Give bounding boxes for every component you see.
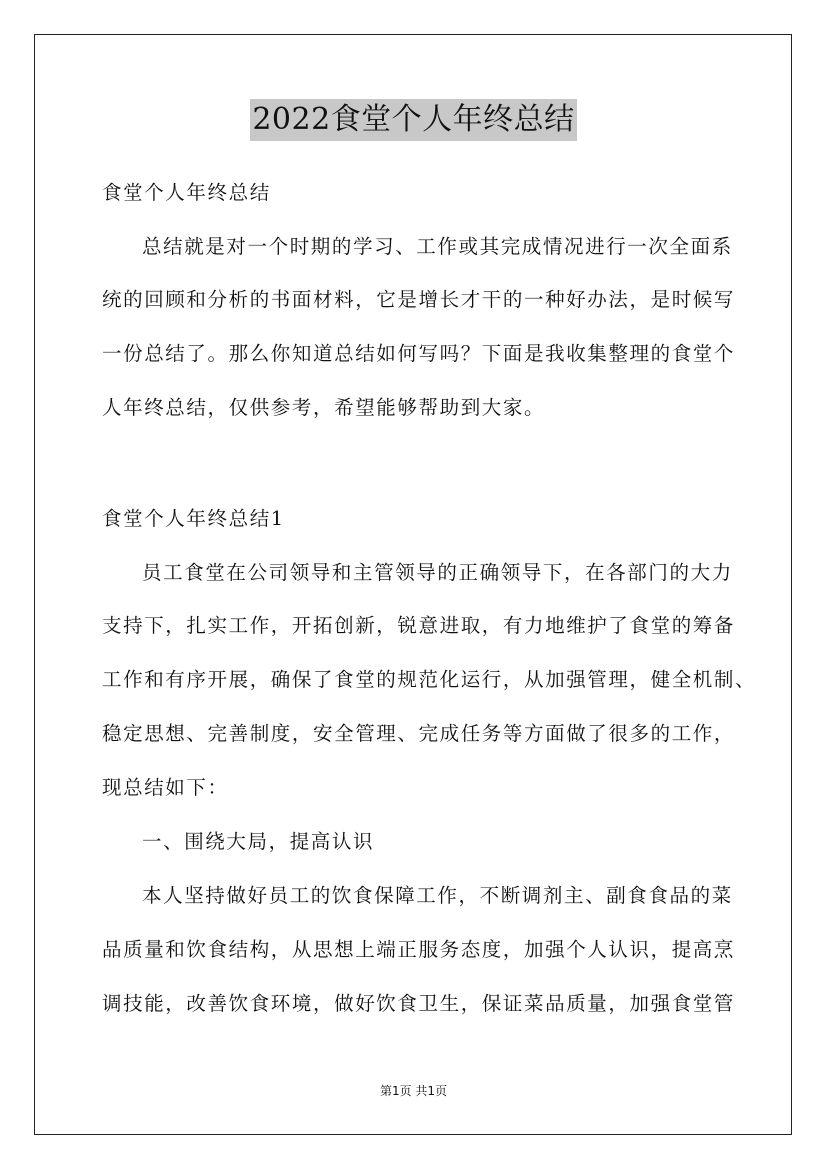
intro-line-1: 总结就是对一个时期的学习、工作或其完成情况进行一次全面系 xyxy=(142,235,733,258)
document-title: 2022食堂个人年终总结 xyxy=(250,99,576,141)
intro-line-2: 统的回顾和分析的书面材料，它是增长才干的一种好办法，是时候写 xyxy=(102,288,736,311)
section-1-heading: 一、围绕大局，提高认识 xyxy=(142,830,375,853)
title-container xyxy=(0,99,827,141)
section-1-line-2: 品质量和饮食结构，从思想上端正服务态度，加强个人认识，提高烹 xyxy=(102,938,736,961)
body-line-1: 员工食堂在公司领导和主管领导的正确领导下，在各部门的大力 xyxy=(142,561,733,584)
intro-line-3: 一份总结了。那么你知道总结如何写吗？下面是我收集整理的食堂个 xyxy=(102,342,736,365)
body-line-5: 现总结如下： xyxy=(102,776,229,799)
heading-1: 食堂个人年终总结 xyxy=(102,181,271,204)
page-footer: 第1页 共1页 xyxy=(379,1084,448,1098)
section-1-line-1: 本人坚持做好员工的饮食保障工作，不断调剂主、副食食品的菜 xyxy=(142,884,733,907)
heading-2: 食堂个人年终总结1 xyxy=(102,507,285,530)
body-line-4: 稳定思想、完善制度，安全管理、完成任务等方面做了很多的工作， xyxy=(102,722,736,745)
intro-line-4: 人年终总结，仅供参考，希望能够帮助到大家。 xyxy=(102,396,546,419)
body-line-2: 支持下，扎实工作，开拓创新，锐意进取，有力地维护了食堂的筹备 xyxy=(102,614,736,637)
section-1-line-3: 调技能，改善饮食环境，做好饮食卫生，保证菜品质量，加强食堂管 xyxy=(102,992,736,1015)
body-line-3: 工作和有序开展，确保了食堂的规范化运行，从加强管理，健全机制、 xyxy=(102,668,757,691)
